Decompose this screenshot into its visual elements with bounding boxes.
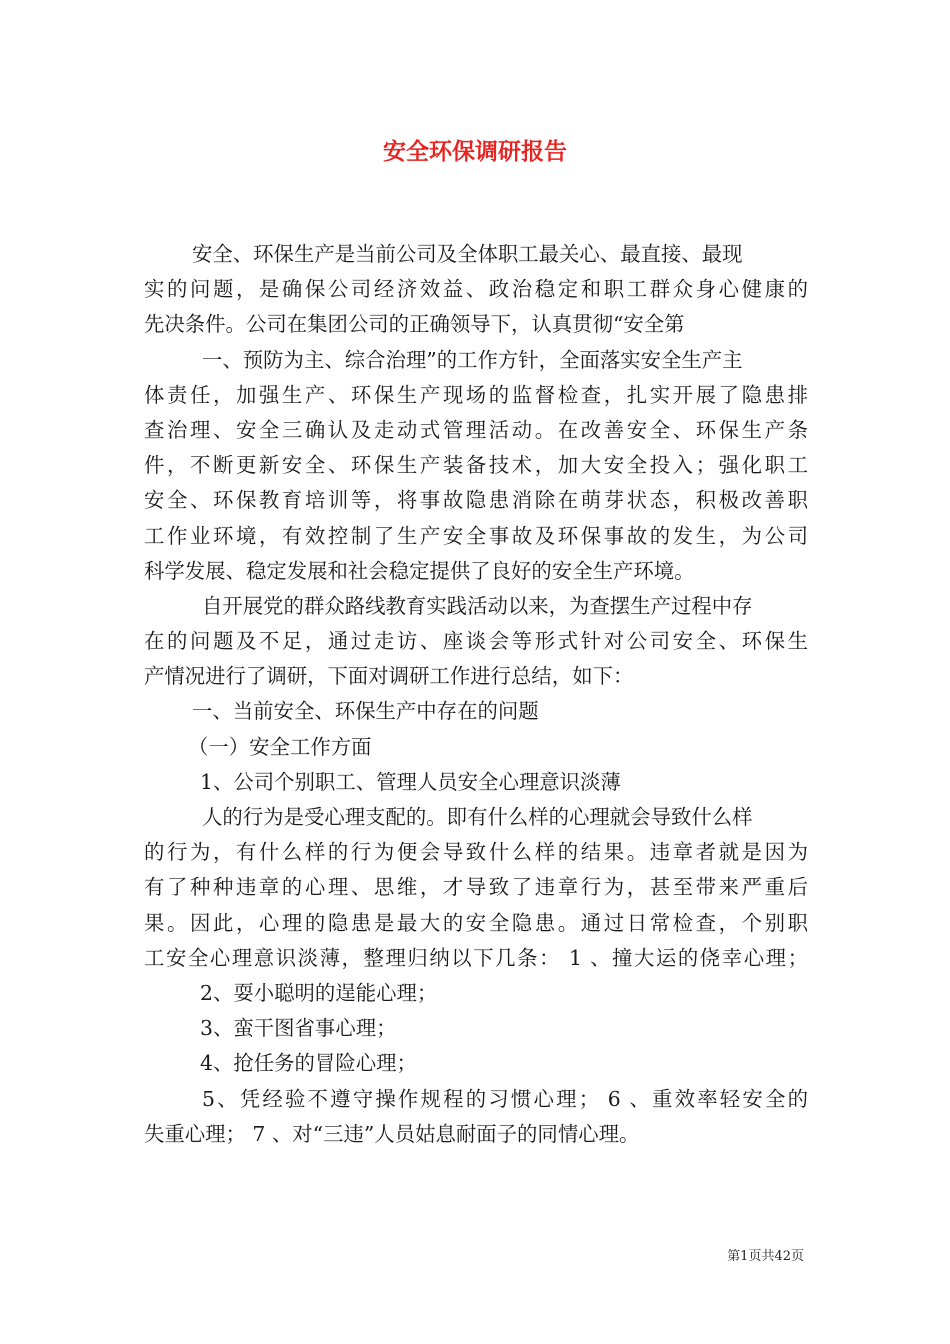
body-line: 查治理、安全三确认及走动式管理活动。在改善安全、环保生产条: [144, 417, 808, 442]
body-line: 科学发展、稳定发展和社会稳定提供了良好的安全生产环境。: [144, 558, 695, 583]
list-item: 2、耍小聪明的逞能心理；: [200, 980, 438, 1005]
list-item: 5、凭经验不遵守操作规程的习惯心理； 6 、重效率轻安全的: [202, 1086, 808, 1111]
body-line: 工作业环境，有效控制了生产安全事故及环保事故的发生，为公司: [144, 523, 808, 548]
body-line: 体责任，加强生产、环保生产现场的监督检查，扎实开展了隐患排: [144, 382, 808, 407]
body-line: 件，不断更新安全、环保生产装备技术，加大安全投入；强化职工: [144, 453, 808, 478]
body-line: 一、预防为主、综合治理”的工作方针，全面落实安全生产主: [202, 347, 743, 372]
body-line: 安全、环保教育培训等，将事故隐患消除在萌芽状态，积极改善职: [144, 488, 808, 513]
body-line: 实的问题，是确保公司经济效益、政治稳定和职工群众身心健康的: [144, 277, 808, 302]
page-number: 第1页共42页: [727, 1249, 804, 1264]
body-line: 人的行为是受心理支配的。即有什么样的心理就会导致什么样: [202, 805, 753, 829]
body-line: 果。因此，心理的隐患是最大的安全隐患。通过日常检查，个别职: [144, 910, 808, 935]
body-line: 在的问题及不足，通过走访、座谈会等形式针对公司安全、环保生: [144, 629, 808, 654]
body-line: 有了种种违章的心理、思维，才导致了违章行为，甚至带来严重后: [144, 875, 808, 900]
item-heading: 1、公司个别职工、管理人员安全心理意识淡薄: [200, 769, 621, 794]
list-item: 4、抢任务的冒险心理；: [200, 1051, 417, 1076]
section-heading: 一、当前安全、环保生产中存在的问题: [192, 699, 539, 724]
document-title: 安全环保调研报告: [383, 138, 567, 165]
body-line: 工安全心理意识淡薄，整理归纳以下几条： 1 、撞大运的侥幸心理；: [144, 945, 808, 970]
document-body: [144, 237, 808, 1152]
body-line: 产情况进行了调研，下面对调研工作进行总结，如下：: [144, 664, 634, 689]
body-line: 的行为，有什么样的行为便会导致什么样的结果。违章者就是因为: [144, 840, 808, 865]
body-line: 先决条件。公司在集团公司的正确领导下，认真贯彻“安全第: [144, 312, 685, 337]
list-item: 3、蛮干图省事心理；: [200, 1016, 397, 1041]
subsection-heading: （一）安全工作方面: [188, 734, 372, 759]
list-item: 失重心理； 7 、对“三违”人员姑息耐面子的同情心理。: [144, 1121, 640, 1146]
body-line: 安全、环保生产是当前公司及全体职工最关心、最直接、最现: [192, 242, 743, 266]
body-line: 自开展党的群众路线教育实践活动以来，为查摆生产过程中存: [202, 593, 753, 618]
